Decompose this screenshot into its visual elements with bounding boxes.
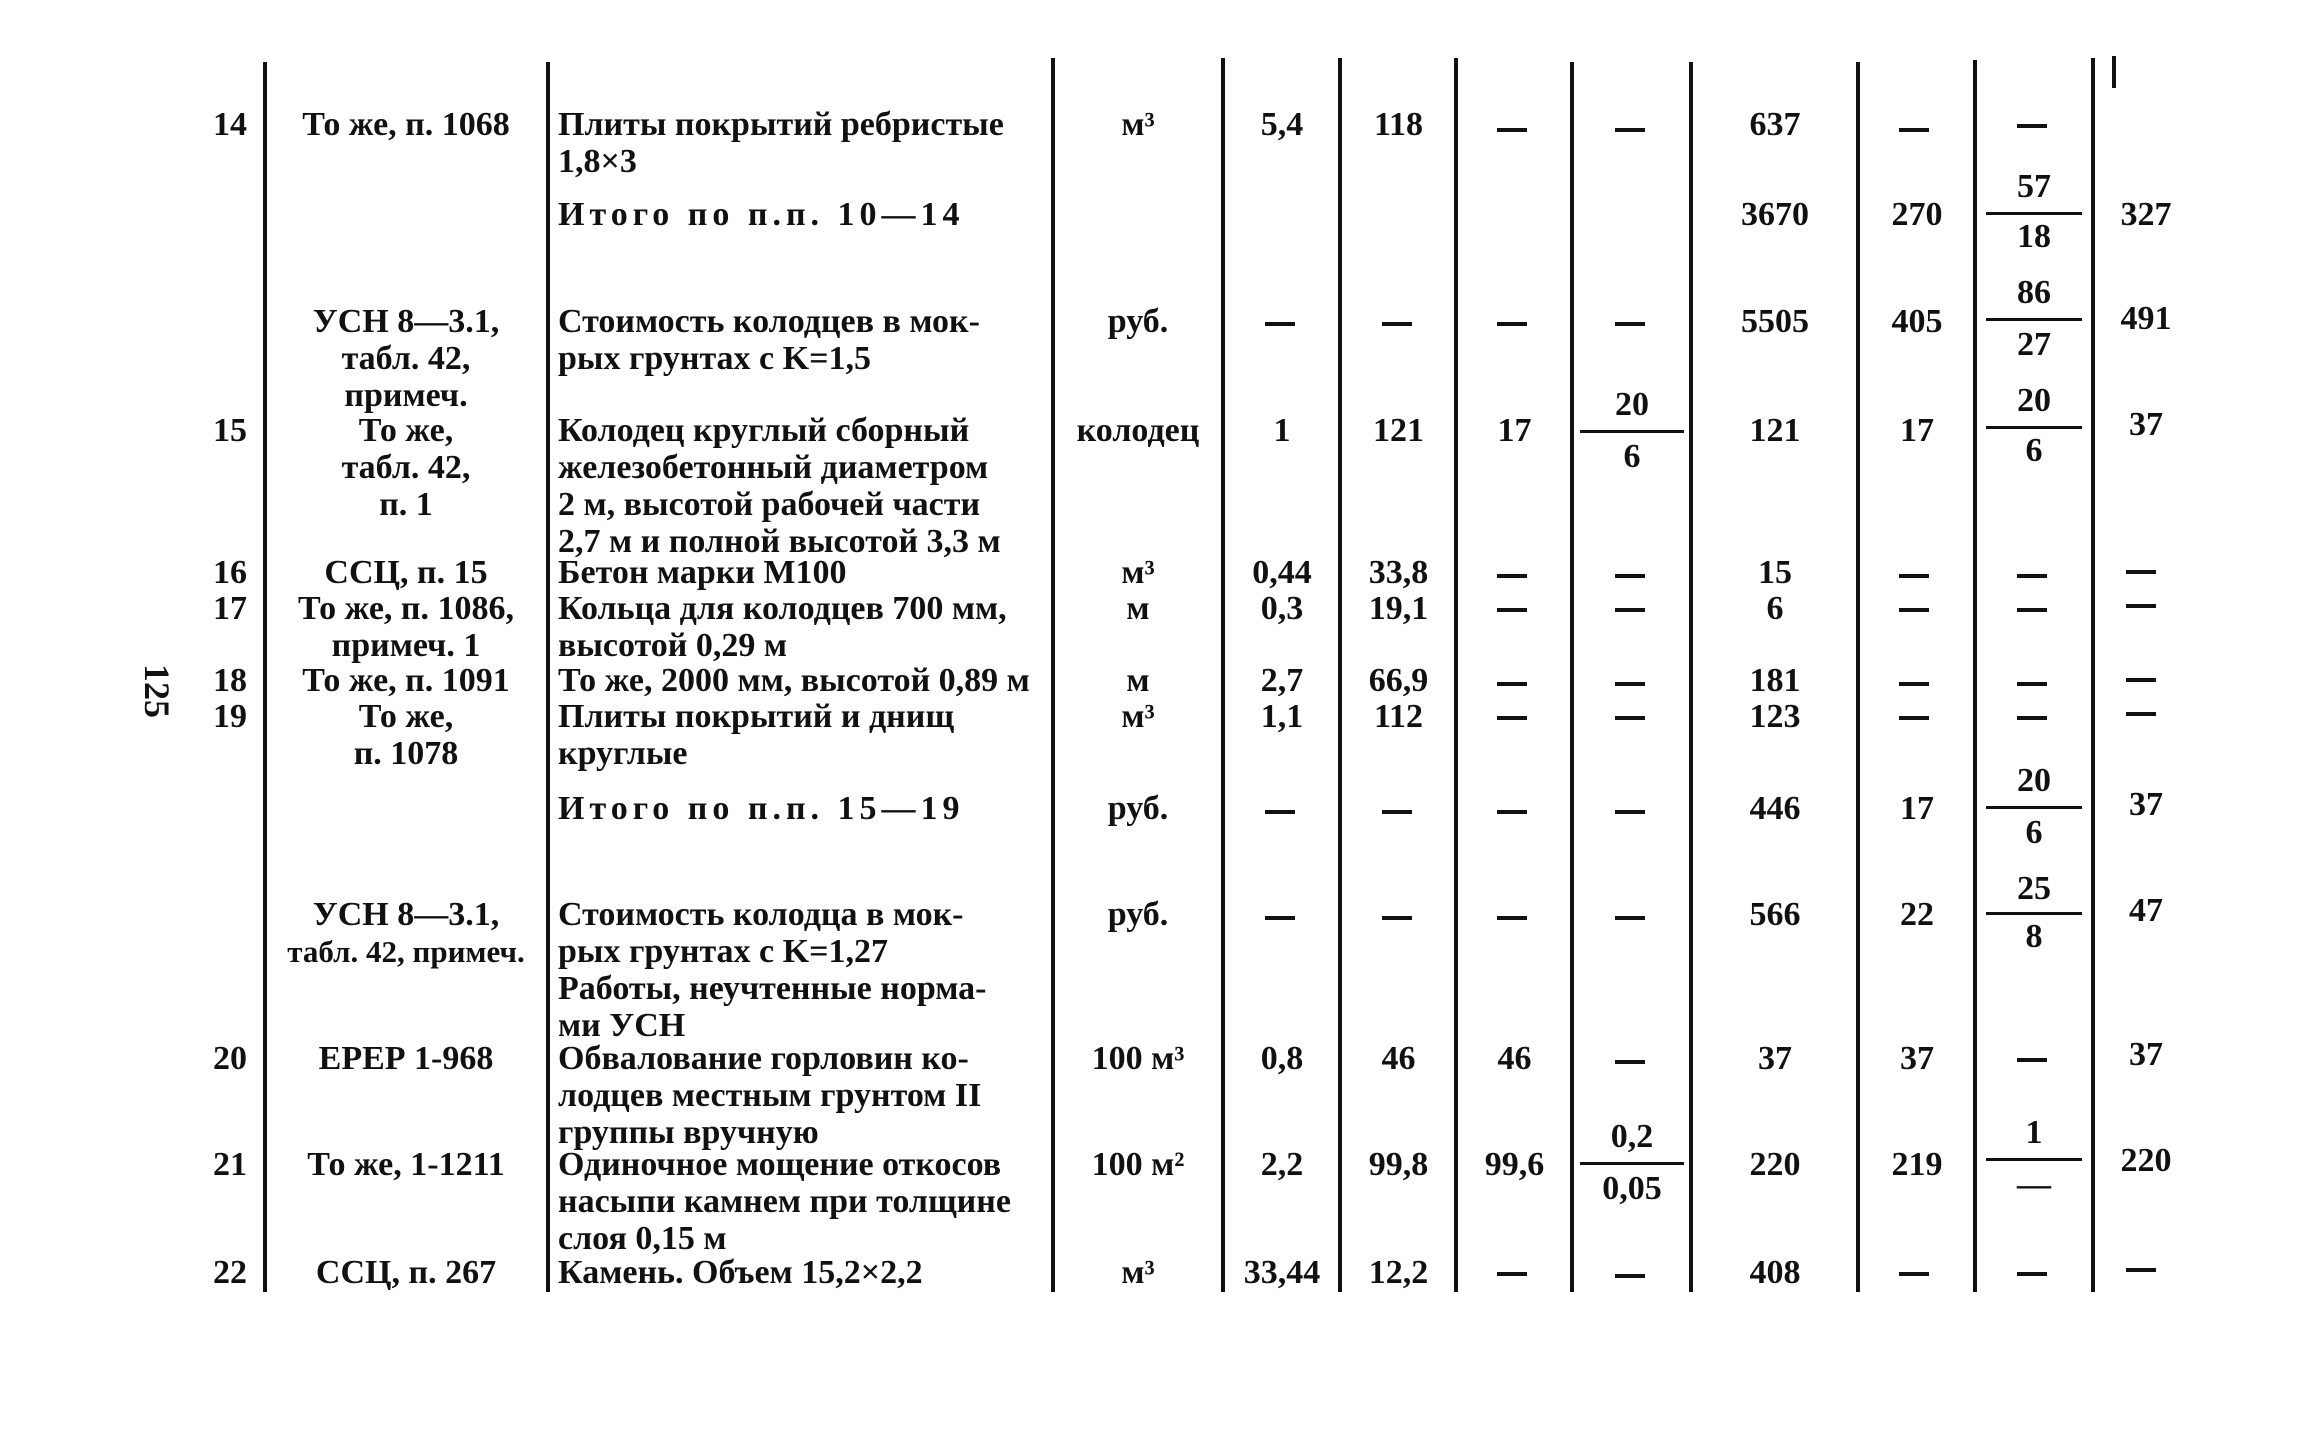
cost-cell: 3670 [1741,196,1809,233]
fraction-denominator: 6 [1623,438,1641,475]
cost-cell: 5505 [1741,303,1809,340]
source-cell: УСН 8—3.1, [312,303,500,340]
fraction-bar [1986,426,2082,429]
labor-cost-cell: 219 [1891,1146,1943,1183]
row-number: 15 [213,412,247,449]
description-cell: круглые [558,735,688,772]
price-cell: 33,8 [1368,554,1429,591]
column-rule [1973,60,1977,1292]
fraction-denominator: 27 [2017,326,2051,363]
unit-cell: руб. [1107,790,1169,827]
dash-qty [1265,916,1295,920]
row-number: 17 [213,590,247,627]
description-cell: Плиты покрытий ребристые [558,106,1004,143]
source-cell: То же, [358,698,454,735]
dash-c7 [1497,916,1527,920]
dash-c12 [2126,604,2156,608]
cost-cell: 121 [1749,412,1801,449]
dash-price [1382,916,1412,920]
price-cell: 112 [1373,698,1424,735]
fraction-numerator: 1 [2025,1114,2043,1151]
dash-c7 [1497,810,1527,814]
description-cell: насыпи камнем при толщине [558,1183,1011,1220]
fraction-numerator: 25 [2017,870,2051,907]
cost-cell: 37 [1758,1040,1792,1077]
row-number: 21 [213,1146,247,1183]
row-number: 18 [213,662,247,699]
quantity-cell: 0,44 [1252,554,1312,591]
dash-c11 [2017,124,2047,128]
dash-c11 [2017,574,2047,578]
price-cell: 99,8 [1368,1146,1429,1183]
price-cell: 12,2 [1368,1254,1429,1291]
total-cell: 37 [2129,1036,2163,1073]
dash-c10 [1899,574,1929,578]
description-cell: Одиночное мощение откосов [558,1146,1002,1183]
description-cell: лодцев местным грунтом II [558,1077,982,1114]
row-number: 19 [213,698,247,735]
dash-c7 [1497,1272,1527,1276]
dash-c8 [1615,1274,1645,1278]
dash-c8 [1615,128,1645,132]
fraction-numerator: 20 [2017,762,2051,799]
total-cell: 37 [2129,786,2163,823]
dash-price [1382,322,1412,326]
dash-c12 [2126,678,2156,682]
row-number: 22 [213,1254,247,1291]
cost-cell: 6 [1766,590,1784,627]
wage-cell: 17 [1497,412,1532,449]
source-cell: табл. 42, [341,340,471,377]
dash-price [1382,810,1412,814]
fraction-bar [1580,1162,1684,1165]
dash-c11 [2017,608,2047,612]
total-cell: 37 [2129,406,2163,443]
dash-c7 [1497,716,1527,720]
quantity-cell: 2,7 [1260,662,1304,699]
source-cell: п. 1 [379,486,433,523]
description-cell: 2,7 м и полной высотой 3,3 м [558,523,1001,560]
fraction-bar [1986,806,2082,809]
quantity-cell: 0,3 [1260,590,1304,627]
cost-cell: 446 [1749,790,1801,827]
fraction-bar [1986,1158,2082,1161]
column-rule-top-mark [2112,56,2116,88]
dash-c7 [1497,322,1527,326]
description-cell: Стоимость колодца в мок- [558,896,964,933]
column-rule [263,62,267,1292]
price-cell: 46 [1381,1040,1416,1077]
dash-c8 [1615,1060,1645,1064]
description-cell: железобетонный диаметром [558,449,989,486]
cost-cell: 15 [1758,554,1792,591]
description-cell: ми УСН [558,1007,686,1044]
total-cell: 327 [2120,196,2172,233]
unit-cell: м³ [1121,698,1155,735]
price-cell: 66,9 [1368,662,1429,699]
dash-c11 [2017,1058,2047,1062]
dash-c10 [1899,1272,1929,1276]
dash-c10 [1899,716,1929,720]
column-rule [1454,58,1458,1292]
dash-c11 [2017,682,2047,686]
description-cell: рых грунтах с K=1,5 [558,340,871,377]
quantity-cell: 1 [1273,412,1291,449]
source-cell: То же, п. 1091 [302,662,510,699]
fraction-bar [1986,912,2082,915]
fraction-denominator: 6 [2025,432,2043,469]
description-cell: высотой 0,29 м [558,627,788,664]
labor-cost-cell: 270 [1891,196,1943,233]
cost-cell: 408 [1749,1254,1801,1291]
dash-c7 [1497,608,1527,612]
cost-cell: 123 [1749,698,1801,735]
labor-cost-cell: 405 [1891,303,1943,340]
column-rule [1221,58,1225,1292]
price-cell: 121 [1373,412,1424,449]
source-cell: п. 1078 [353,735,459,772]
row-number: 14 [213,106,247,143]
quantity-cell: 2,2 [1260,1146,1304,1183]
source-cell: То же, п. 1086, [297,590,515,627]
dash-c8 [1615,574,1645,578]
fraction-numerator: 20 [1615,386,1649,423]
total-cell: 47 [2129,892,2163,929]
unit-cell: колодец [1076,412,1200,449]
fraction-denominator: 6 [2025,814,2043,851]
dash-c7 [1497,682,1527,686]
dash-qty [1265,322,1295,326]
labor-cost-cell: 37 [1900,1040,1934,1077]
labor-cost-cell: 22 [1900,896,1934,933]
source-cell: примеч. 1 [331,627,481,664]
quantity-cell: 5,4 [1260,106,1304,143]
dash-c12 [2126,570,2156,574]
quantity-cell: 0,8 [1260,1040,1304,1077]
row-number: 20 [213,1040,247,1077]
dash-c8 [1615,716,1645,720]
unit-cell: руб. [1107,896,1169,933]
dash-c8 [1615,322,1645,326]
wage-cell: 46 [1497,1040,1532,1077]
description-cell: Плиты покрытий и днищ [558,698,955,735]
dash-c8 [1615,916,1645,920]
fraction-numerator: 57 [2017,168,2051,205]
column-rule [2091,58,2095,1292]
dash-qty [1265,810,1295,814]
source-cell: То же, п. 1068 [302,106,510,143]
column-rule [546,62,550,1292]
unit-cell: м [1126,590,1150,627]
quantity-cell: 1,1 [1260,698,1304,735]
column-rule [1051,58,1055,1292]
subtotal-label: Итого по п.п. 10—14 [558,196,965,233]
subtotal-label: Итого по п.п. 15—19 [558,790,965,827]
unit-cell: м³ [1121,1254,1155,1291]
dash-c7 [1497,574,1527,578]
source-cell: ЕРЕР 1-968 [318,1040,494,1077]
fraction-numerator: 0,2 [1610,1118,1654,1155]
source-cell: примеч. [344,377,468,414]
dash-c8 [1615,608,1645,612]
description-cell: Бетон марки М100 [558,554,847,591]
source-cell: табл. 42, примеч. [287,934,525,969]
source-cell: УСН 8—3.1, [312,896,500,933]
dash-c11 [2017,716,2047,720]
source-cell: ССЦ, п. 15 [324,554,488,591]
description-cell: Стоимость колодцев в мок- [558,303,980,340]
description-cell: Колодец круглый сборный [558,412,970,449]
unit-cell: руб. [1107,303,1169,340]
dash-c12 [2126,712,2156,716]
description-cell: Кольца для колодцев 700 мм, [558,590,1007,627]
unit-cell: 100 м³ [1091,1040,1185,1077]
fraction-numerator: 20 [2017,382,2051,419]
unit-cell: 100 м² [1091,1146,1185,1183]
column-rule [1856,62,1860,1292]
description-cell: рых грунтах с K=1,27 [558,933,888,970]
source-cell: То же, 1-1211 [307,1146,505,1183]
price-cell: 19,1 [1368,590,1429,627]
fraction-denominator: 8 [2025,918,2043,955]
description-cell: 2 м, высотой рабочей части [558,486,981,523]
description-cell: слоя 0,15 м [558,1220,727,1257]
wage-cell: 99,6 [1484,1146,1545,1183]
dash-c10 [1899,128,1929,132]
description-cell: То же, 2000 мм, высотой 0,89 м [558,662,1030,699]
dash-c11 [2017,1272,2047,1276]
price-cell: 118 [1373,106,1424,143]
fraction-denominator: 18 [2017,218,2051,255]
fraction-bar [1986,318,2082,321]
source-cell: табл. 42, [341,449,471,486]
source-cell: ССЦ, п. 267 [315,1254,497,1291]
dash-c8 [1615,682,1645,686]
total-cell: 491 [2120,300,2172,337]
fraction-numerator: 86 [2017,274,2051,311]
description-cell: Работы, неучтенные норма- [558,970,987,1007]
description-cell: группы вручную [558,1114,819,1151]
column-rule [1689,62,1693,1292]
dash-c8 [1615,810,1645,814]
cost-cell: 220 [1749,1146,1801,1183]
column-rule [1338,58,1342,1292]
total-cell: 220 [2120,1142,2172,1179]
dash-c7 [1497,128,1527,132]
row-number: 16 [213,554,247,591]
cost-cell: 637 [1749,106,1801,143]
column-rule [1570,62,1574,1292]
fraction-bar [1986,212,2082,215]
labor-cost-cell: 17 [1900,790,1934,827]
description-cell: Камень. Объем 15,2×2,2 [558,1254,923,1291]
dash-c10 [1899,608,1929,612]
unit-cell: м [1126,662,1150,699]
fraction-bar [1580,430,1684,433]
labor-cost-cell: 17 [1900,412,1934,449]
unit-cell: м³ [1121,554,1155,591]
dash-c12 [2126,1268,2156,1272]
source-cell: То же, [358,412,454,449]
unit-cell: м³ [1121,106,1155,143]
description-cell: Обвалование горловин ко- [558,1040,969,1077]
fraction-denominator: — [2017,1166,2051,1203]
fraction-denominator: 0,05 [1602,1170,1662,1207]
page-number: 125 [137,664,177,718]
description-cell: 1,8×3 [558,143,637,180]
cost-cell: 181 [1749,662,1801,699]
quantity-cell: 33,44 [1243,1254,1321,1291]
dash-c10 [1899,682,1929,686]
cost-cell: 566 [1749,896,1801,933]
